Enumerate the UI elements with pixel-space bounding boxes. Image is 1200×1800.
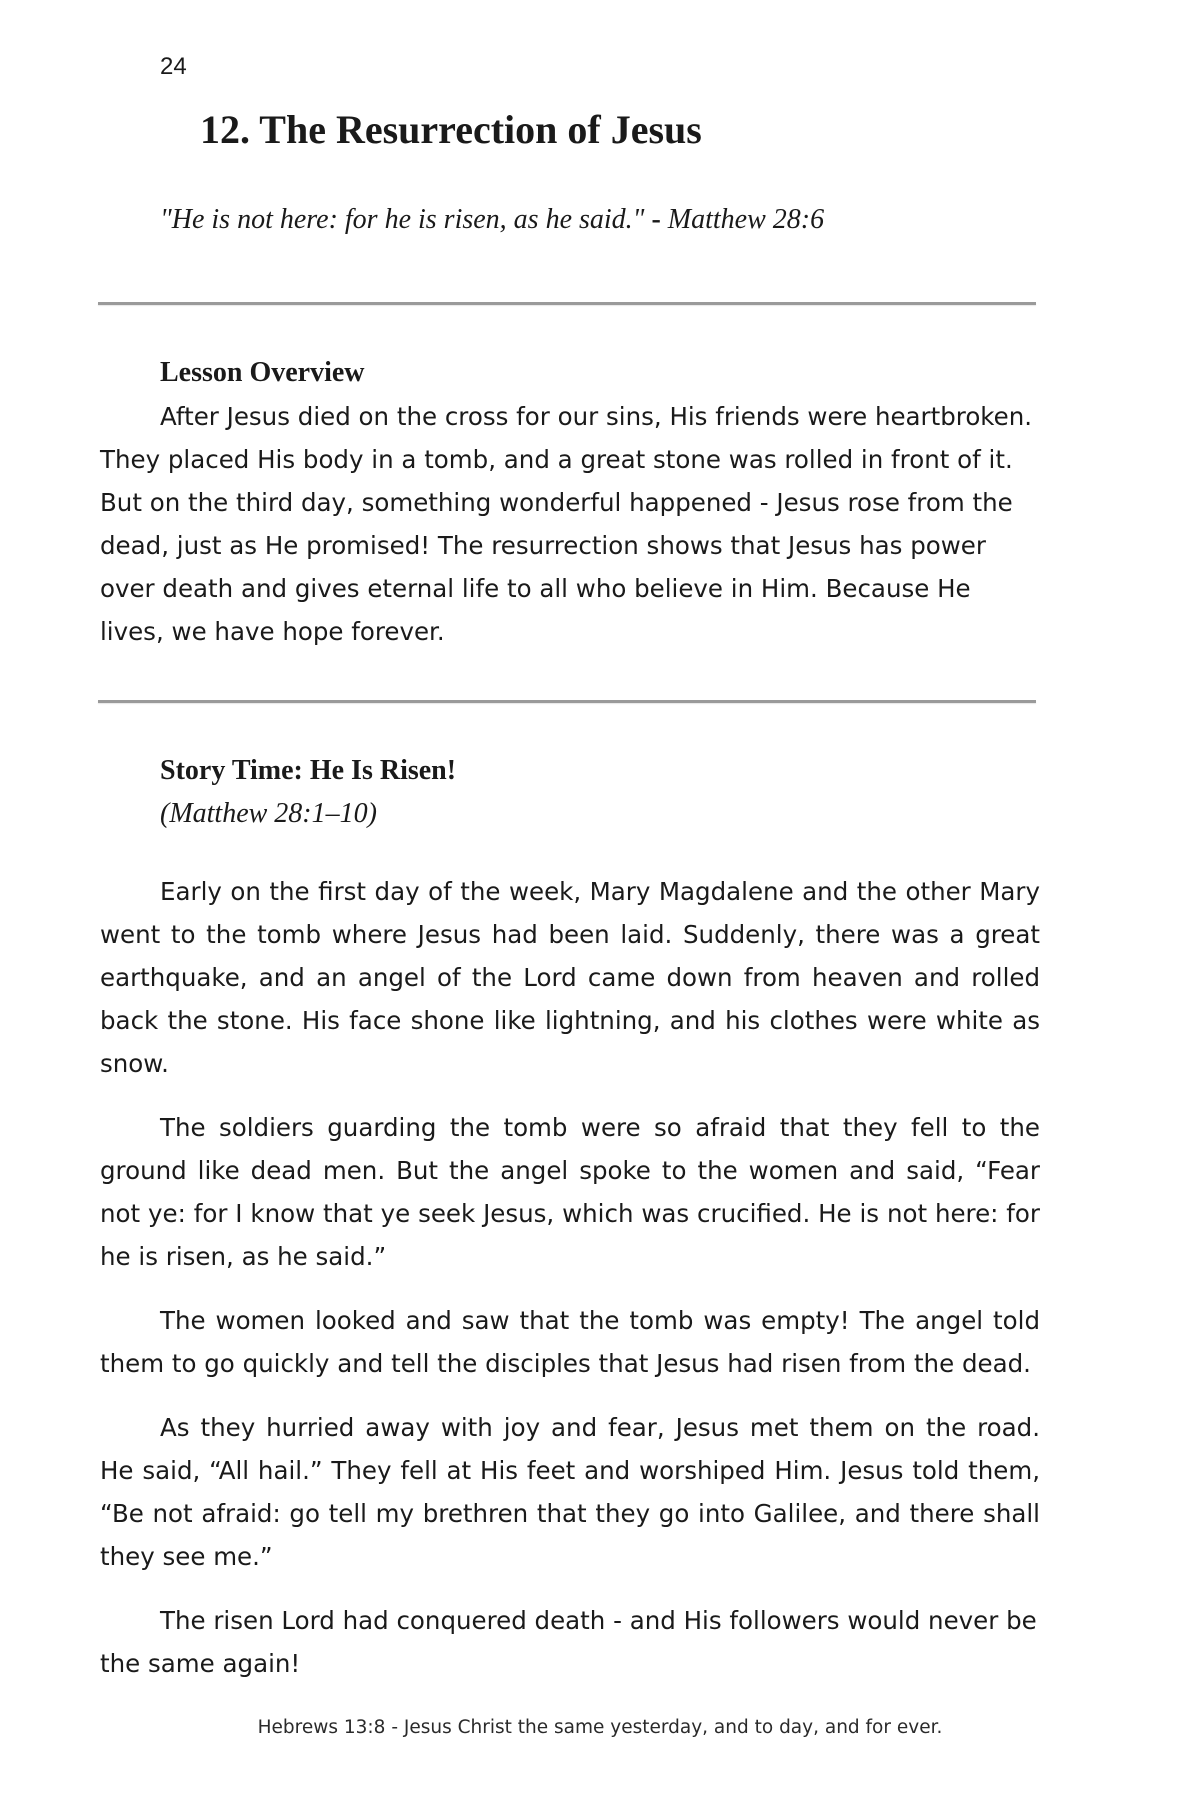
story-paragraph: The soldiers guarding the tomb were so afraid that they fell to the ground like dead men. But the angel spoke to the women and said, “Fear not ye: for I know that ye seek Jesus, which was crucified. He is not here: for he is risen, as he said.” [100,1113,1040,1271]
page-number: 24 [160,53,187,80]
divider-top [98,302,1036,305]
overview-heading: Lesson Overview [160,357,365,388]
epigraph [160,202,824,238]
story-paragraph: The risen Lord had conquered death - and His followers would never be the same again! [100,1606,1037,1678]
epigraph-separator: - [644,204,668,235]
divider-middle [98,700,1036,703]
overview-paragraph: After Jesus died on the cross for our sins, His friends were heartbroken. They placed His body in a tomb, and a great stone was rolled in front of it. But on the third day, something wonderful happened - Jesus rose from the dead, just as He promised! The resurrection shows that Jesus has power over death and gives eternal life to all who believe in Him. Because He lives, we have hope forever. [100,402,1033,646]
chapter-title: 12. The Resurrection of Jesus [200,107,702,152]
story-reference: (Matthew 28:1–10) [160,798,377,829]
story-heading: Story Time: He Is Risen! [160,755,457,786]
epigraph-reference: Matthew 28:6 [667,204,825,235]
overview-section [100,395,1040,653]
story-paragraph: Early on the first day of the week, Mary Magdalene and the other Mary went to the tomb where Jesus had been laid. Suddenly, there was a great earthquake, and an angel of the Lord came down from heaven and rolled back the stone. His face shone like lightning, and his clothes were white as snow. [100,877,1040,1078]
story-paragraph: The women looked and saw that the tomb was empty! The angel told them to go quickly and tell the disciples that Jesus had risen from the dead. [100,1306,1040,1378]
story-paragraph: As they hurried away with joy and fear, Jesus met them on the road. He said, “All hail.” They fell at His feet and worshiped Him. Jesus told them, “Be not afraid: go tell my brethren that they go into Galilee, and there shall they see me.” [100,1413,1040,1571]
story-section [100,870,1040,1706]
footer-verse: Hebrews 13:8 - Jesus Christ the same yesterday, and to day, and for ever. [257,1717,943,1738]
epigraph-quote: "He is not here: for he is risen, as he said." [160,204,645,235]
